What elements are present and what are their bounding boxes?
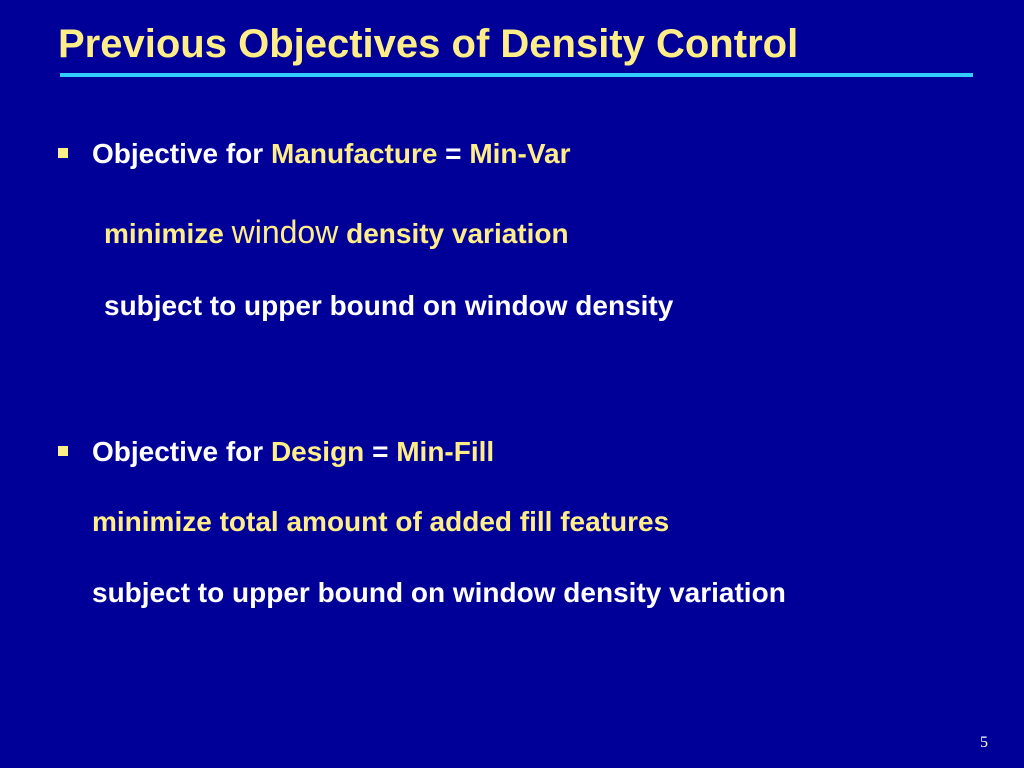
bullet-1-heading (92, 138, 570, 170)
bullet-2-prefix: Objective for (92, 436, 271, 467)
bullet-1-keyword: Manufacture (270, 138, 438, 169)
bullet-1-line-2: subject to upper bound on window density (104, 290, 674, 321)
bullet-1-line-1-c: density variation (346, 218, 569, 249)
bullet-1-line-1 (104, 214, 569, 251)
bullet-1-line-1-a: minimize (104, 218, 224, 249)
slide-title: Previous Objectives of Density Control (58, 22, 799, 66)
bullet-square-icon (58, 148, 68, 158)
bullet-1-prefix: Objective for (92, 138, 271, 169)
bullet-2-line-1: minimize total amount of added fill features (92, 506, 670, 537)
bullet-2-heading (92, 436, 494, 468)
bullet-square-icon (58, 446, 68, 456)
bullet-2-equals: = (364, 436, 397, 467)
page-number: 5 (980, 734, 988, 751)
bullet-1-equals: = (437, 138, 470, 169)
title-underline (60, 73, 973, 77)
bullet-1-line-1-b: window (231, 214, 339, 250)
bullet-2-line-2: subject to upper bound on window density variation (92, 577, 786, 608)
bullet-1-name: Min-Var (469, 138, 571, 169)
bullet-2-name: Min-Fill (396, 436, 495, 467)
bullet-2-keyword: Design (270, 436, 365, 467)
